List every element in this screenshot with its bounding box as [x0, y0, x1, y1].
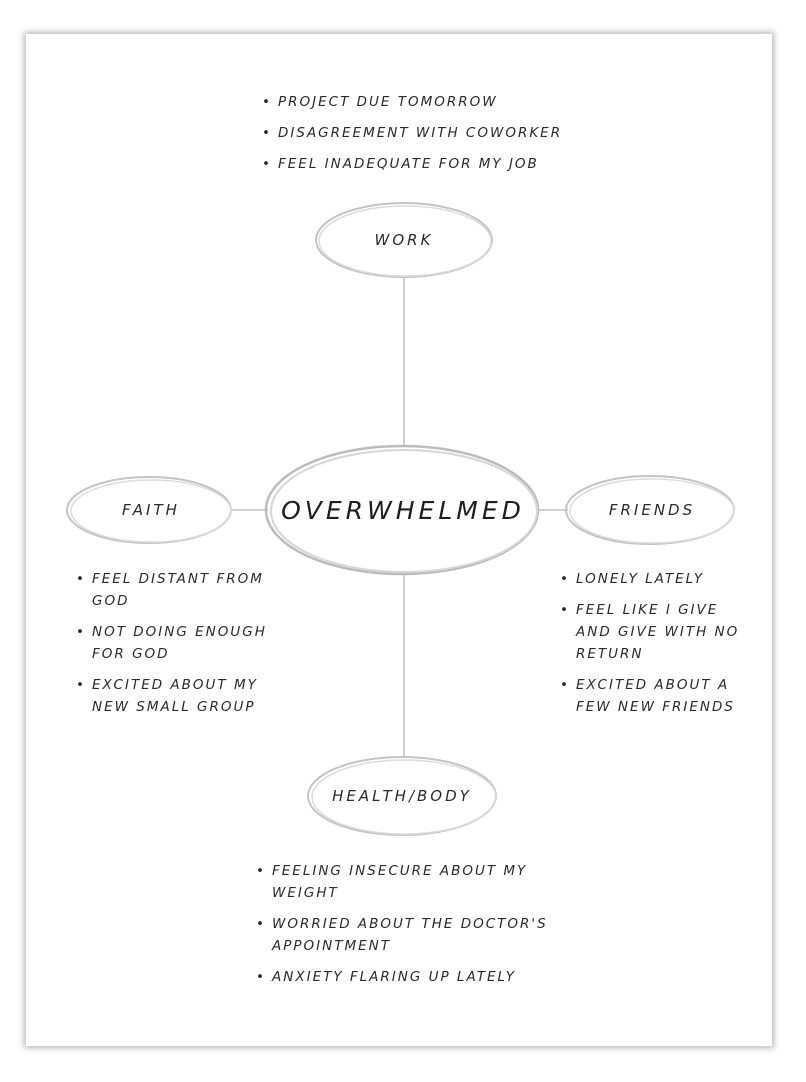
- node-label-faith: FAITH: [122, 501, 180, 519]
- list-item: • FEEL LIKE I GIVE AND GIVE WITH NO RETURN: [560, 599, 744, 665]
- list-item: • NOT DOING ENOUGH FOR GOD: [76, 621, 272, 665]
- node-label-friends: FRIENDS: [608, 501, 696, 519]
- health-notes: [256, 860, 576, 997]
- node-label-health: HEALTH/BODY: [332, 787, 472, 805]
- list-item: • FEEL INADEQUATE FOR MY JOB: [262, 153, 682, 175]
- list-item: • ANXIETY FLARING UP LATELY: [256, 966, 576, 988]
- friends-notes: [560, 568, 744, 727]
- list-item: • WORRIED ABOUT THE DOCTOR'S APPOINTMENT: [256, 913, 576, 957]
- list-item: • LONELY LATELY: [560, 568, 744, 590]
- list-item: • EXCITED ABOUT A FEW NEW FRIENDS: [560, 674, 744, 718]
- list-item: • FEEL DISTANT FROM GOD: [76, 568, 272, 612]
- center-label: OVERWHELMED: [281, 495, 525, 525]
- list-item: • FEELING INSECURE ABOUT MY WEIGHT: [256, 860, 576, 904]
- faith-notes: [76, 568, 272, 727]
- list-item: • EXCITED ABOUT MY NEW SMALL GROUP: [76, 674, 272, 718]
- work-notes: [262, 91, 682, 184]
- node-label-work: WORK: [374, 231, 434, 249]
- list-item: • DISAGREEMENT WITH COWORKER: [262, 122, 682, 144]
- list-item: • PROJECT DUE TOMORROW: [262, 91, 682, 113]
